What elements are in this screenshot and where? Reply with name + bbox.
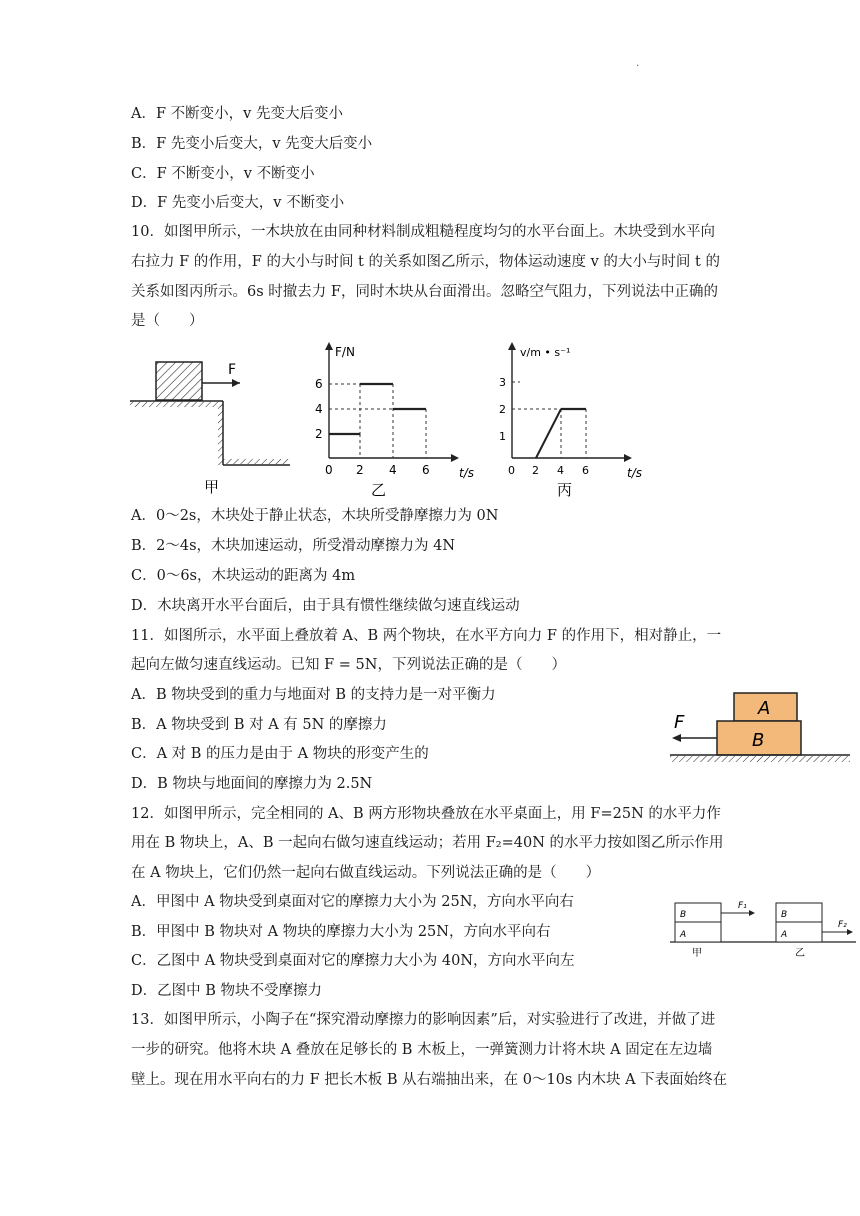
yi-force-label: F₂	[838, 920, 847, 930]
q10-figure-jia	[128, 350, 298, 500]
bing-ytick-1: 1	[499, 430, 506, 443]
q13-stem-line-1: 13．如图甲所示，小陶子在“探究滑动摩擦力的影响因素”后，对实验进行了改进，并做了进	[131, 1012, 716, 1028]
yi-xtick-2: 2	[356, 463, 364, 477]
q11-option-a: A．B 物块受到的重力与地面对 B 的支持力是一对平衡力	[131, 687, 496, 703]
yi-ytick-4: 4	[315, 402, 323, 416]
yi-ytick-6: 6	[315, 377, 323, 391]
q12-stem-line-3: 在 A 物块上，它们仍然一起向右做直线运动。下列说法正确的是（ ）	[131, 865, 601, 881]
q10-figure-yi	[305, 340, 485, 500]
jia-force-label: F₁	[738, 901, 747, 911]
q12-stem-line-2: 用在 B 物块上，A、B 一起向右做匀速直线运动；若用 F₂=40N 的水平力按如图乙所示作用	[131, 835, 724, 851]
bing-xtick-2: 2	[532, 464, 539, 477]
q11-stem-line-1: 11．如图所示，水平面上叠放着 A、B 两个物块，在水平方向力 F 的作用下，相对静止，一	[131, 628, 722, 644]
q9-option-a: A．F 不断变小，v 先变大后变小	[131, 106, 343, 122]
block-a-label: A	[758, 698, 771, 719]
q12-figure	[670, 893, 856, 963]
q10-option-b: B．2～4s，木块加速运动，所受滑动摩擦力为 4N	[131, 538, 456, 554]
q10-stem-line-1: 10．如图甲所示，一木块放在由同种材料制成粗糙程度均匀的水平台面上。木块受到水平向	[131, 224, 715, 240]
q13-stem-line-2: 一步的研究。他将木块 A 叠放在足够长的 B 木板上，一弹簧测力计将木块 A 固定在左边墙	[131, 1042, 713, 1058]
yi-a-label: A	[781, 930, 788, 940]
yi-caption: 乙	[795, 948, 805, 959]
force-label: F	[228, 362, 237, 378]
bing-ylabel: v/m • s⁻¹	[520, 346, 571, 359]
q12-option-b: B．甲图中 B 物块对 A 物块的摩擦力大小为 25N，方向水平向右	[131, 924, 551, 940]
yi-xlabel: t/s	[459, 466, 474, 480]
q9-option-b: B．F 先变小后变大，v 先变大后变小	[131, 136, 373, 152]
yi-ylabel: F/N	[335, 345, 355, 359]
q12-option-a: A．甲图中 A 物块受到桌面对它的摩擦力大小为 25N，方向水平向右	[131, 894, 574, 910]
bing-xtick-6: 6	[582, 464, 589, 477]
header-dot: .	[636, 58, 640, 69]
q10-option-c: C．0～6s，木块运动的距离为 4m	[131, 568, 356, 584]
q9-option-c: C．F 不断变小，v 不断变小	[131, 166, 315, 182]
q11-force-label: F	[674, 712, 685, 733]
yi-xtick-4: 4	[389, 463, 397, 477]
yi-xtick-6: 6	[422, 463, 430, 477]
bing-xtick-4: 4	[557, 464, 564, 477]
yi-b-label: B	[781, 910, 788, 920]
q11-option-c: C．A 对 B 的压力是由于 A 物块的形变产生的	[131, 746, 429, 762]
bing-xtick-0: 0	[508, 464, 515, 477]
q12-option-d: D．乙图中 B 物块不受摩擦力	[131, 983, 322, 999]
q10-option-d: D．木块离开水平台面后，由于具有惯性继续做匀速直线运动	[131, 598, 520, 614]
q11-option-d: D．B 物块与地面间的摩擦力为 2.5N	[131, 776, 373, 792]
q11-option-b: B．A 物块受到 B 对 A 有 5N 的摩擦力	[131, 717, 387, 733]
yi-ytick-2: 2	[315, 427, 323, 441]
jia-b-label: B	[680, 910, 687, 920]
figure-caption-bing: 丙	[557, 481, 573, 499]
bing-segment-2-4	[536, 409, 561, 458]
figure-caption-yi: 乙	[371, 481, 387, 499]
q10-stem-line-2: 右拉力 F 的作用，F 的大小与时间 t 的关系如图乙所示，物体运动速度 v 的大小与时间 t 的	[131, 254, 720, 270]
q10-stem-line-3: 关系如图丙所示。6s 时撤去力 F，同时木块从台面滑出。忽略空气阻力，下列说法中正确的	[131, 284, 718, 300]
yi-xtick-0: 0	[325, 463, 333, 477]
jia-caption: 甲	[692, 948, 702, 959]
block-b-label: B	[752, 730, 765, 751]
q12-stem-line-1: 12．如图甲所示，完全相同的 A、B 两方形物块叠放在水平桌面上，用 F=25N 的水平力作	[131, 806, 721, 822]
q13-stem-line-3: 壁上。现在用水平向右的力 F 把长木板 B 从右端抽出来，在 0～10s 内木块 A 下表面始终在	[131, 1072, 728, 1088]
q11-figure	[668, 688, 852, 768]
wood-block	[156, 362, 202, 400]
bing-xlabel: t/s	[627, 466, 642, 480]
q11-stem-line-2: 起向左做匀速直线运动。已知 F = 5N，下列说法正确的是（ ）	[131, 657, 566, 673]
q10-option-a: A．0～2s，木块处于静止状态，木块所受静摩擦力为 0N	[131, 508, 499, 524]
q9-option-d: D．F 先变小后变大，v 不断变小	[131, 195, 345, 211]
q12-option-c: C．乙图中 A 物块受到桌面对它的摩擦力大小为 40N，方向水平向左	[131, 953, 575, 969]
q10-figure-bing	[490, 340, 660, 500]
bing-ytick-3: 3	[499, 376, 506, 389]
figure-caption-jia: 甲	[204, 478, 220, 496]
q10-stem-line-4: 是（ ）	[131, 313, 204, 329]
bing-ytick-2: 2	[499, 403, 506, 416]
jia-a-label: A	[680, 930, 687, 940]
